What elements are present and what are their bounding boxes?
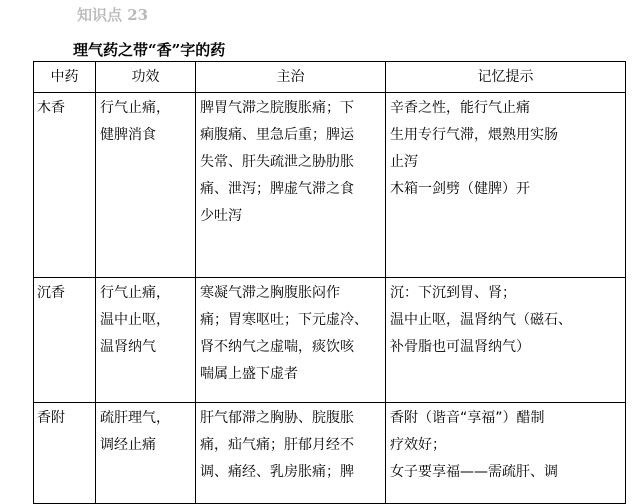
memory-line: 疗效好； <box>390 437 446 453</box>
herb-cell <box>34 93 96 278</box>
section-title: 理气药之带“香”字的药 <box>73 41 226 59</box>
herb-cell <box>34 403 96 504</box>
memory-line: 香附（谐音“享福”）醋制 <box>390 410 545 426</box>
memory-line: 补骨脂也可温肾纳气） <box>390 339 530 355</box>
memory-line: 辛香之性，能行气止痛 <box>390 100 530 116</box>
header-memory: 记忆提示 <box>386 62 626 93</box>
memory-line: 木箱一剑劈（健脾）开 <box>390 181 530 197</box>
memory-line: 生用专行气滞，煨熟用实肠 <box>390 127 558 143</box>
header-indication: 主治 <box>196 62 386 93</box>
effect-cell <box>96 93 196 278</box>
memory-line: 女子要享福——需疏肝、调 <box>390 464 558 480</box>
table-row <box>34 93 626 278</box>
memory-line: 温中止呕，温肾纳气（磁石、 <box>390 312 572 328</box>
indication-line: 痛、泄泻；脾虚气滞之食 <box>200 181 354 197</box>
indication-line: 寒凝气滞之胸腹胀闷作 <box>200 285 340 301</box>
table-row <box>34 278 626 403</box>
effect-line: 温中止呕， <box>100 312 170 328</box>
indication-cell <box>196 278 386 403</box>
indication-line: 痢腹痛、里急后重；脾运 <box>200 127 354 143</box>
indication-line: 喘属上盛下虚者 <box>200 366 298 382</box>
indication-line: 肾不纳气之虚喘，痰饮咳 <box>200 339 354 355</box>
memory-cell <box>386 93 626 278</box>
indication-line: 调、痛经、乳房胀痛；脾 <box>200 464 354 480</box>
herb-table <box>33 61 626 504</box>
effect-line: 行气止痛， <box>100 100 170 116</box>
memory-line: 沉：下沉到胃、肾； <box>390 285 516 301</box>
indication-line: 痛；胃寒呕吐；下元虚冷、 <box>200 312 368 328</box>
indication-line: 肝气郁滞之胸胁、脘腹胀 <box>200 410 354 426</box>
indication-line: 少吐泻 <box>200 208 242 224</box>
memory-cell <box>386 278 626 403</box>
herb-cell <box>34 278 96 403</box>
memory-cell <box>386 403 626 504</box>
effect-cell <box>96 278 196 403</box>
herb-name: 香附 <box>37 410 65 426</box>
effect-line: 行气止痛， <box>100 285 170 301</box>
effect-cell <box>96 403 196 504</box>
effect-line: 温肾纳气 <box>100 339 156 355</box>
effect-line: 健脾消食 <box>100 127 156 143</box>
indication-line: 痛，疝气痛；肝郁月经不 <box>200 437 354 453</box>
herb-name: 木香 <box>37 100 65 116</box>
table-row <box>34 403 626 504</box>
effect-line: 疏肝理气， <box>100 410 170 426</box>
indication-cell <box>196 93 386 278</box>
herb-name: 沉香 <box>37 285 65 301</box>
memory-line: 止泻 <box>390 154 418 170</box>
indication-line: 脾胃气滞之脘腹胀痛；下 <box>200 100 354 116</box>
indication-cell <box>196 403 386 504</box>
effect-line: 调经止痛 <box>100 437 156 453</box>
indication-line: 失常、肝失疏泄之胁肋胀 <box>200 154 354 170</box>
knowledge-point-label: 知识点 23 <box>77 6 149 24</box>
header-effect: 功效 <box>96 62 196 93</box>
header-herb: 中药 <box>34 62 96 93</box>
table-header-row <box>34 62 626 93</box>
